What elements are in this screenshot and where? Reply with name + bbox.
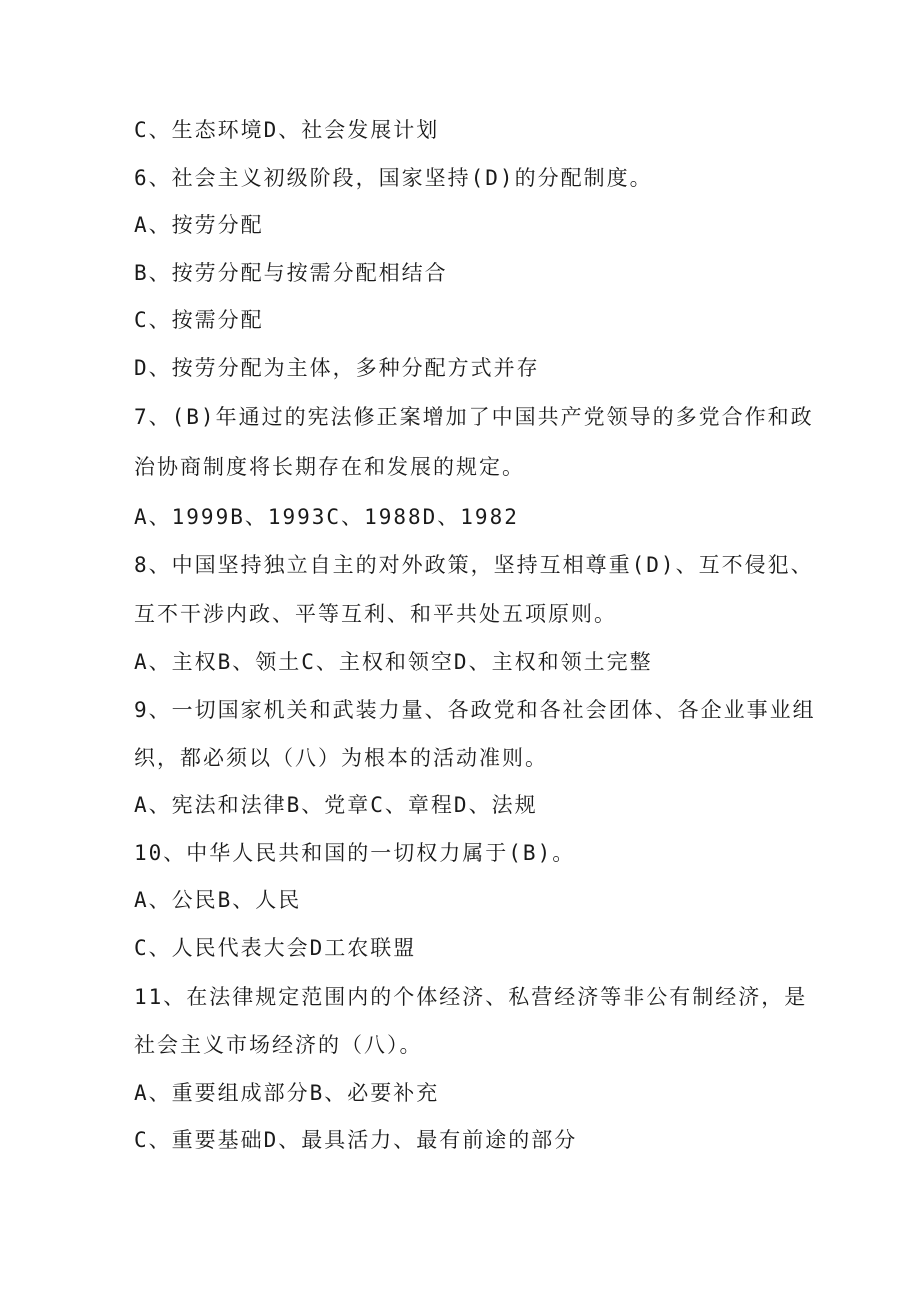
question-7-cont: 治协商制度将长期存在和发展的规定。	[134, 455, 525, 479]
question-9-cont: 织，都必须以（八）为根本的活动准则。	[134, 746, 548, 770]
question-11-cont: 社会主义市场经济的（八）。	[134, 1033, 423, 1057]
question-10: 10、中华人民共和国的一切权力属于(B)。	[134, 841, 576, 865]
option-line: C、人民代表大会D工农联盟	[134, 936, 417, 960]
option-line: A、宪法和法律B、党章C、章程D、法规	[134, 793, 538, 817]
question-6: 6、社会主义初级阶段，国家坚持(D)的分配制度。	[134, 166, 653, 190]
question-8-cont: 互不干涉内政、平等互利、和平共处五项原则。	[134, 602, 617, 626]
question-9: 9、一切国家机关和武装力量、各政党和各社会团体、各企业事业组	[134, 698, 816, 722]
option-line: A、公民B、人民	[134, 888, 302, 912]
question-11: 11、在法律规定范围内的个体经济、私营经济等非公有制经济，是	[134, 985, 808, 1009]
option-line: A、重要组成部分B、必要补充	[134, 1081, 440, 1105]
option-line: A、按劳分配	[134, 213, 264, 237]
option-line: C、按需分配	[134, 308, 264, 332]
question-7: 7、(B)年通过的宪法修正案增加了中国共产党领导的多党合作和政	[134, 405, 814, 429]
option-line: D、按劳分配为主体，多种分配方式并存	[134, 356, 540, 380]
option-line: B、按劳分配与按需分配相结合	[134, 261, 448, 285]
option-line: C、重要基础D、最具活力、最有前途的部分	[134, 1128, 578, 1152]
question-8: 8、中国坚持独立自主的对外政策，坚持互相尊重(D)、互不侵犯、	[134, 553, 814, 577]
option-line: A、1999B、1993C、1988D、1982	[134, 505, 519, 529]
text-line: C、生态环境D、社会发展计划	[134, 118, 440, 142]
option-line: A、主权B、领土C、主权和领空D、主权和领土完整	[134, 650, 653, 674]
